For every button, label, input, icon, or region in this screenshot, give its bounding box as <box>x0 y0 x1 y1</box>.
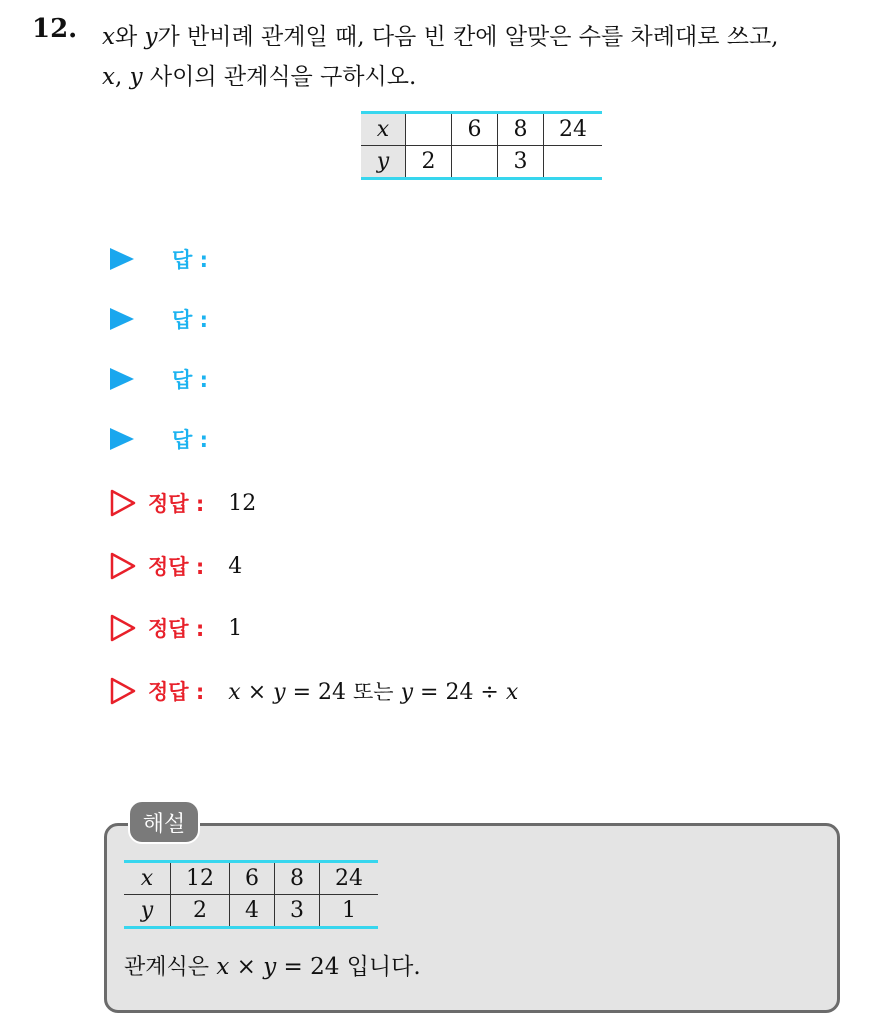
answer-field-3[interactable] <box>110 364 208 394</box>
table-row <box>361 113 602 146</box>
var-y: y <box>273 680 286 705</box>
outline-triangle-icon <box>110 489 136 517</box>
var-x: x <box>505 680 519 705</box>
table-cell: 8 <box>275 862 320 895</box>
row-label-x: x <box>361 113 406 146</box>
correct-value: 12 <box>228 490 257 516</box>
row-label-y: y <box>361 146 406 179</box>
table-row <box>361 146 602 179</box>
times-sign: × <box>247 680 267 705</box>
answer-field-4[interactable] <box>110 424 208 454</box>
answer-label: 답 : <box>172 308 208 332</box>
answer-field-2[interactable] <box>110 304 208 334</box>
var-x: x <box>228 680 241 705</box>
question-text: 사이의 관계식을 구하시오. <box>142 64 417 90</box>
outline-triangle-icon <box>110 677 136 705</box>
correct-value: 1 <box>228 615 243 641</box>
row-label-y: y <box>124 895 171 928</box>
question-text: , <box>114 64 130 90</box>
var-y: y <box>263 954 277 980</box>
question-text-line-1 <box>102 18 778 51</box>
table-cell: 12 <box>171 862 230 895</box>
table-row <box>124 895 378 928</box>
table-cell <box>452 146 498 179</box>
table-cell: 6 <box>230 862 275 895</box>
correct-answer-2 <box>110 550 242 582</box>
outline-triangle-icon <box>110 614 136 642</box>
play-triangle-icon <box>110 248 134 270</box>
correct-answer-4 <box>110 675 518 707</box>
table-cell <box>544 146 603 179</box>
play-triangle-icon <box>110 428 134 450</box>
var-x: x <box>216 954 230 980</box>
var-x: x <box>102 24 115 50</box>
explanation-text <box>124 948 421 981</box>
question-text-line-2 <box>102 58 416 91</box>
correct-value: 4 <box>228 553 243 579</box>
explanation-table <box>124 860 378 929</box>
answer-label: 답 : <box>172 368 208 392</box>
correct-answer-1 <box>110 487 256 519</box>
table-cell: 24 <box>544 113 603 146</box>
correct-answer-3 <box>110 612 242 644</box>
table-cell <box>406 113 452 146</box>
correct-label: 정답 : <box>148 680 205 704</box>
question-text: 가 반비례 관계일 때, 다음 빈 칸에 알맞은 수를 차례대로 쓰고, <box>157 24 779 50</box>
answer-label: 답 : <box>172 248 208 272</box>
problem-table <box>361 111 602 180</box>
play-triangle-icon <box>110 308 134 330</box>
var-y: y <box>144 24 158 50</box>
formula-text: = 24 ÷ <box>420 680 499 705</box>
correct-label: 정답 : <box>148 617 205 641</box>
question-number: 12. <box>32 14 78 44</box>
explanation-phrase: = 24 입니다. <box>283 954 421 980</box>
correct-label: 정답 : <box>148 492 205 516</box>
table-row <box>124 862 378 895</box>
table-cell: 3 <box>498 146 544 179</box>
table-cell: 2 <box>406 146 452 179</box>
table-cell: 6 <box>452 113 498 146</box>
var-y: y <box>400 680 414 705</box>
or-text: 또는 <box>353 680 394 704</box>
correct-formula <box>228 676 518 706</box>
table-cell: 24 <box>320 862 379 895</box>
explanation-phrase: 관계식은 <box>124 955 210 980</box>
table-cell: 3 <box>275 895 320 928</box>
question-text: 와 <box>114 24 145 50</box>
var-x: x <box>102 64 115 90</box>
outline-triangle-icon <box>110 552 136 580</box>
table-cell: 8 <box>498 113 544 146</box>
formula-text: = 24 <box>292 680 346 705</box>
explanation-tab: 해설 <box>128 800 200 844</box>
row-label-x: x <box>124 862 171 895</box>
table-cell: 4 <box>230 895 275 928</box>
play-triangle-icon <box>110 368 134 390</box>
answer-label: 답 : <box>172 428 208 452</box>
var-y: y <box>129 64 143 90</box>
table-cell: 2 <box>171 895 230 928</box>
table-cell: 1 <box>320 895 379 928</box>
correct-label: 정답 : <box>148 555 205 579</box>
answer-field-1[interactable] <box>110 244 208 274</box>
times-sign: × <box>236 954 256 980</box>
